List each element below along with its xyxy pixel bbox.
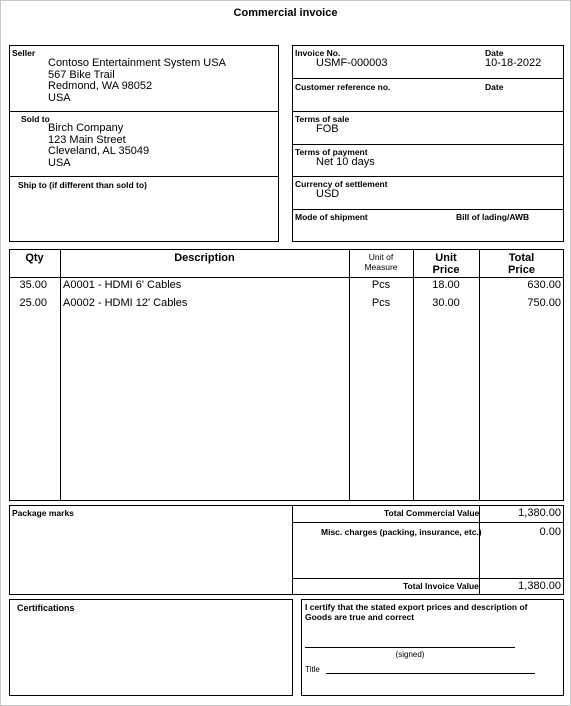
package-marks-label: Package marks <box>12 508 74 518</box>
unit-price-header-line: Price <box>432 264 460 276</box>
misc-charges-value: 0.00 <box>539 526 561 538</box>
customer-ref-date-label: Date <box>485 82 504 92</box>
divider <box>9 176 279 177</box>
certify-line: Goods are true and correct <box>305 612 415 622</box>
title-line <box>326 673 535 674</box>
seller-line: Redmond, WA 98052 <box>48 80 153 92</box>
row-description: A0002 - HDMI 12' Cables <box>63 297 188 309</box>
currency-value: USD <box>316 188 340 200</box>
uom-header-line: Measure <box>364 262 398 272</box>
row-uom: Pcs <box>371 297 391 309</box>
sold-to-line: USA <box>48 156 71 169</box>
certify-statement <box>305 602 527 622</box>
row-qty: 25.00 <box>19 297 47 309</box>
date-value: 10-18-2022 <box>485 57 542 69</box>
sold-to-address <box>48 123 149 169</box>
column-divider <box>60 249 61 501</box>
divider <box>9 111 279 112</box>
ship-to-label: Ship to (if different than sold to) <box>18 180 147 190</box>
date-label: Date <box>485 48 504 58</box>
certifications-box <box>9 599 293 696</box>
totals-row-divider <box>292 578 564 579</box>
seller-line: USA <box>48 91 71 104</box>
divider <box>292 78 564 79</box>
row-total-price: 750.00 <box>527 297 561 309</box>
total-invoice-label: Total Invoice Value <box>403 581 479 591</box>
divider <box>292 176 564 177</box>
unit-price-header-line: Unit <box>435 252 457 264</box>
row-total-price: 630.00 <box>527 279 561 291</box>
row-unit-price: 18.00 <box>432 279 460 291</box>
table-header-divider <box>9 277 564 278</box>
unit-price-header <box>413 252 479 276</box>
misc-charges-label: Misc. charges (packing, insurance, etc.) <box>321 527 482 537</box>
certifications-label: Certifications <box>17 603 75 613</box>
total-price-header-line: Total <box>508 252 535 264</box>
divider <box>292 111 564 112</box>
seller-line: Contoso Entertainment System USA <box>48 57 226 69</box>
total-price-header <box>479 252 564 276</box>
sold-to-line: Birch Company <box>48 122 124 134</box>
terms-of-sale-value: FOB <box>316 123 339 135</box>
invoice-no-label: Invoice No. <box>295 48 341 58</box>
invoice-no-value: USMF-000003 <box>316 57 388 69</box>
sold-to-line: 123 Main Street <box>48 133 126 146</box>
signed-label: (signed) <box>395 650 425 659</box>
mode-of-shipment-label: Mode of shipment <box>295 212 368 222</box>
divider <box>292 209 564 210</box>
row-description: A0001 - HDMI 6' Cables <box>63 279 182 291</box>
description-header: Description <box>174 252 235 264</box>
package-marks-box <box>9 505 293 595</box>
customer-ref-label: Customer reference no. <box>295 82 391 92</box>
bill-of-lading-label: Bill of lading/AWB <box>456 212 530 222</box>
seller-line: 567 Bike Trail <box>48 68 115 81</box>
title-label: Title <box>305 665 320 674</box>
sold-to-line: Cleveland, AL 35049 <box>48 145 150 157</box>
seller-label: Seller <box>12 48 36 58</box>
signature-line <box>305 647 515 648</box>
sold-to-label: Sold to <box>21 114 50 124</box>
seller-address <box>48 58 226 104</box>
terms-of-payment-label: Terms of payment <box>295 147 368 157</box>
row-qty: 35.00 <box>19 279 47 291</box>
row-uom: Pcs <box>371 279 391 291</box>
divider <box>292 144 564 145</box>
total-commercial-value: 1,380.00 <box>518 507 561 519</box>
row-unit-price: 30.00 <box>432 297 460 309</box>
total-price-header-line: Price <box>508 264 535 276</box>
total-invoice-value: 1,380.00 <box>518 580 561 592</box>
certify-line: I certify that the stated export prices and description of <box>305 602 528 612</box>
uom-header-line: Unit of <box>368 252 394 262</box>
total-commercial-label: Total Commercial Value <box>384 508 480 518</box>
totals-row-divider <box>292 522 564 523</box>
document-title: Commercial invoice <box>233 7 338 19</box>
terms-of-payment-value: Net 10 days <box>316 156 375 168</box>
terms-of-sale-label: Terms of sale <box>295 114 350 124</box>
unit-of-measure-header <box>349 252 413 272</box>
currency-label: Currency of settlement <box>295 179 388 189</box>
qty-header: Qty <box>25 252 44 264</box>
